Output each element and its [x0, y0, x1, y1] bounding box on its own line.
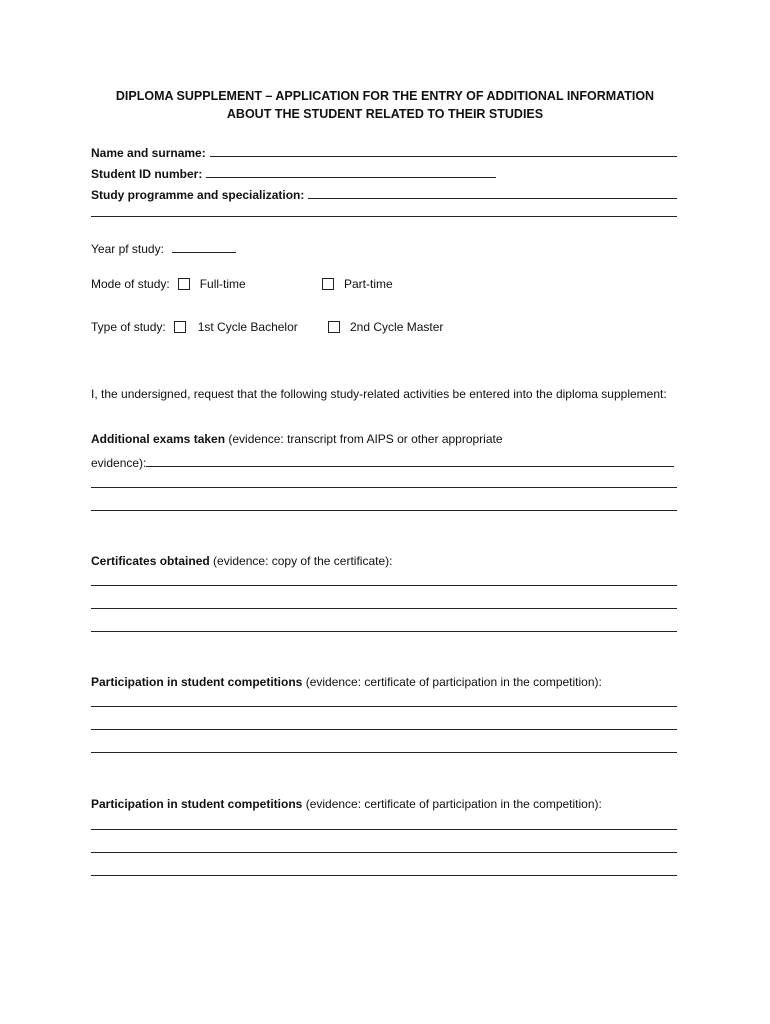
mode-label: Mode of study: — [91, 277, 170, 291]
certificates-title: Certificates obtained — [91, 554, 210, 568]
part-time-checkbox[interactable] — [322, 278, 334, 290]
type-row — [91, 320, 298, 334]
competitions-1-field-2[interactable] — [91, 729, 677, 730]
master-label: 2nd Cycle Master — [350, 320, 444, 334]
programme-field-line-2[interactable] — [91, 216, 677, 217]
master-option — [328, 320, 443, 334]
certificates-field-3[interactable] — [91, 631, 677, 632]
full-time-label: Full-time — [199, 277, 246, 291]
full-time-checkbox[interactable] — [178, 278, 190, 290]
exams-evidence-row — [91, 452, 677, 470]
exams-title: Additional exams taken — [91, 432, 226, 446]
part-time-label: Part-time — [344, 277, 393, 291]
bachelor-checkbox[interactable] — [174, 321, 186, 333]
part-time-option — [322, 277, 393, 291]
competitions-heading-2 — [91, 795, 677, 813]
mode-row — [91, 277, 246, 291]
year-row — [91, 238, 677, 256]
exams-field-1[interactable] — [146, 465, 674, 467]
competitions-evidence-1: (evidence: certificate of participation in the competition): — [305, 675, 602, 689]
year-label: Year pf study: — [91, 242, 164, 256]
certificates-field-1[interactable] — [91, 585, 677, 586]
exams-heading — [91, 430, 677, 448]
competitions-title-2: Participation in student competitions — [91, 797, 303, 811]
student-id-label: Student ID number: — [91, 167, 203, 181]
title-line-1: DIPLOMA SUPPLEMENT – APPLICATION FOR THE ENTRY OF ADDITIONAL INFORMATION — [115, 89, 655, 103]
form-title — [60, 87, 710, 123]
name-row — [91, 142, 677, 160]
intro-text: I, the undersigned, request that the following study-related activities be entered into the diploma supplement: — [91, 387, 667, 401]
master-checkbox[interactable] — [328, 321, 340, 333]
exams-evidence: (evidence: transcript from AIPS or other appropriate — [228, 432, 503, 446]
student-id-row — [91, 163, 677, 181]
bachelor-label: 1st Cycle Bachelor — [197, 320, 298, 334]
competitions-title-1: Participation in student competitions — [91, 675, 303, 689]
title-line-2: ABOUT THE STUDENT RELATED TO THEIR STUDIES — [226, 107, 544, 121]
exams-field-2[interactable] — [91, 487, 677, 488]
competitions-2-field-2[interactable] — [91, 852, 677, 853]
competitions-2-field-3[interactable] — [91, 875, 677, 876]
name-field[interactable] — [210, 155, 677, 157]
exams-field-3[interactable] — [91, 510, 677, 511]
programme-label: Study programme and specialization: — [91, 188, 305, 202]
exams-evidence-cont: evidence): — [91, 456, 147, 470]
programme-field[interactable] — [308, 197, 677, 199]
name-label: Name and surname: — [91, 146, 206, 160]
competitions-evidence-2: (evidence: certificate of participation in the competition): — [305, 797, 602, 811]
programme-row — [91, 184, 677, 202]
certificates-evidence: (evidence: copy of the certificate): — [213, 554, 393, 568]
competitions-2-field-1[interactable] — [91, 829, 677, 830]
competitions-1-field-3[interactable] — [91, 752, 677, 753]
year-field[interactable] — [172, 251, 236, 253]
student-id-field[interactable] — [206, 176, 496, 178]
certificates-heading — [91, 552, 677, 570]
competitions-1-field-1[interactable] — [91, 706, 677, 707]
certificates-field-2[interactable] — [91, 608, 677, 609]
competitions-heading-1 — [91, 673, 677, 691]
type-label: Type of study: — [91, 320, 166, 334]
